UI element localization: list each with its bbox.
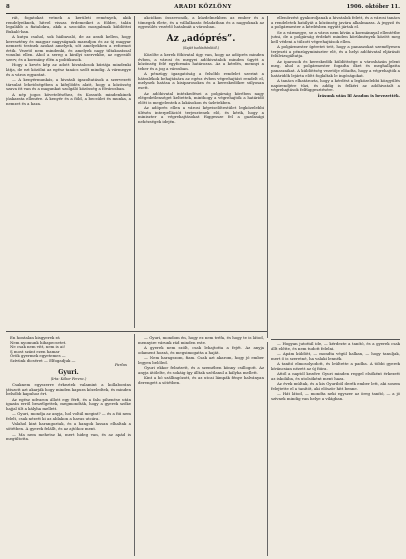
paragraph: A gyerek nem szólt, csak lehajtotta a fejét. Az anyja odament hozzá, és megsimogatta a haját.: [138, 345, 264, 355]
column-6: [271, 342, 400, 556]
column-4: [6, 336, 131, 556]
paragraph: — Apám küldött, — mondta végül halkan, — hogy tanuljak, mert ő is szeretné, ha valaki lennék.: [271, 351, 400, 361]
story-title: Gyuri.: [58, 368, 79, 376]
paragraph: — Gyuri, mondom én, hogy ez nem tréfa, és hogy te is látod, mennyire várunk rád minden este.: [138, 336, 264, 345]
page-number: 8: [6, 4, 10, 10]
article-byline: (Saját tudósítónktól.): [182, 45, 220, 50]
section-separator: [6, 331, 267, 332]
poem-line: Ne csak nem vitt, nem is ai!: [10, 344, 66, 349]
paragraph: Gyuri ekkor felnézett, és a szemében könny csillogott. Az anyja átölelte, és sokáig így álltak szótlanul a kályha mellett.: [138, 365, 264, 375]
paragraph: Az egész udvaron állott egy férfi, és a falu pihenése után igazán erről beszélgettek, megmondták, hogy a gyerek szőke hajjal ült a kályha mellett.: [6, 396, 131, 411]
page-header: [6, 2, 400, 14]
paragraph: A polgármester ígéretet tett, hogy a panaszokat személyesen terjeszti a pénzügyminiszter elé, és a helyi adóhivatal eljárását felülvizsgáltatja.: [271, 44, 400, 59]
paragraph: — Hogyan jutottál ide, — kérdezte a tanító, és a gyerek csak állt előtte, és nem tudott felelni.: [271, 342, 400, 351]
column-rule: [134, 334, 135, 556]
paragraph: ellenőrzést gyakoroljanak a hivatalok felett, és a városi tanács a rendeletek hatályát a közönség javára alkalmazza. A jegyző és a polgármester a kérdésben együtt jártak el.: [271, 16, 400, 30]
poem-line: S most szánt ezen hamar: [10, 348, 60, 354]
issue-date: 1906. október 11.: [346, 4, 400, 10]
paragraph: A tanács elhatározta, hogy a kérdést a legközelebbi közgyűlés napirendjére tűzi, és addig is felkéri az adóhivatalt a végrehajtások felfüggesztésére.: [271, 78, 400, 93]
column-1: [6, 16, 131, 328]
paragraph: A kutya csahol, sok hiábavaló, de az aradi kellen, hogy keresztény és magyar nagyságnak maradjon és az új magyar nemzeti testnek azokat amelyek, sőt amelyekben a reformot értik. Vezető nem mindenki, és amelyek nagy tiltakozással vonulni ellen. Ahol a sereg a királyi szervekbe, az egyesült szerv, és a kormány élén a politikusok.: [6, 34, 131, 62]
poem-line: Nem nyomunk hibapecsetet.: [10, 339, 67, 345]
poem: [6, 336, 131, 368]
paragraph: — Nem haragszom, fiam. Csak azt akarom, hogy jó ember legyen belőled.: [138, 355, 264, 365]
section-separator: [271, 339, 400, 340]
paragraph: Valahol kint harangoztak, és a hangok lassan elhaltak a sötétben. A gyerek felállt, és az ajtóhoz ment.: [6, 421, 131, 431]
paragraph: Közölte a kerek főhivatal úgy van, hogy az adóprés minden évben, a városi és megyei adóhivatalok minden ügyét a közönség felé egyformán határozza. Az a kérdés, mennyi a teher és a jog a városban.: [138, 52, 264, 71]
poem-author: Parlas: [114, 362, 127, 367]
paragraph: Az évek múltak, és a kis Gyuriból derék ember lett, aki sosem felejtette el a tanítót, aki először hitt benne.: [271, 381, 400, 391]
paragraph: Kint a hó szállingózott, és az utcai lámpák fénye halványan derengett a sötétben.: [138, 375, 264, 385]
paragraph: — Gyuri, mondja az anyja, hol voltál megint? — és a fiú nem felelt, csak nézett ki az ablakon a havas utcára.: [6, 411, 131, 421]
paragraph: A nép jogos követeléséhez, és Kossuth mindenkinek jóakarata ellenére. A kenyér és a föld, a becsület és munka, a nemzet és a haza.: [6, 91, 131, 106]
paragraph: — A kenyérmunkás, a hivatali igazoltatások a szervezett társulat lehetőségében a kifejlődés alatt, hogy a közösség szava itt van és a magunkat szolgáló közösség a fővárosban.: [6, 77, 131, 92]
paragraph: rát, fogatokat vetnek a kerületi remények, akik rendelyeiknek, hitvel vissza érdemeiket a földre, talán legalább a fiatalokra, akik a szociális mozgalmak küldöttei Bukaló-ban.: [6, 16, 131, 34]
column-2: [138, 16, 264, 328]
newspaper-title: ARADI KÖZLÖNY: [174, 4, 232, 10]
column-rule: [267, 342, 268, 556]
column-5: [138, 336, 264, 556]
paragraph: Se a vármegye, se a város nem kíván a kormánnyal ellentétbe jutni, de a polgárság érdekét minden körülmények között meg kell védeni a túlzott végrehajtások ellen.: [271, 29, 400, 44]
paragraph: Az adóprés ellen a városi képviselőtestület legközelebbi ülésén interpellációt terjesztenek elő, és kérik, hogy a miniszter a végrehajtásokat függessze fel a gazdasági nehézségek idején.: [138, 105, 264, 124]
paragraph: Attól a naptól kezdve Gyuri minden reggel elsőként érkezett az iskolába, és utolsóként ment haza.: [271, 371, 400, 381]
poem-line: Én hontalan kisgyerek rá: [10, 336, 60, 340]
column-rule: [267, 16, 268, 338]
paragraph: Az iparosok és kereskedők küldöttsége a városházán jelent meg, ahol a polgármester fogadta őket és meghallgatta panaszaikat. A küldöttség vezetője előadta, hogy a végrehajtók a határidők lejárta előtt foglaltak le ingóságokat.: [271, 58, 400, 78]
paragraph: A pénzügy igazgatóság a felsőbb rendelet szerint a hátralékok behajtására az egész évben végrehajtást rendelt el, melynek hatása a kisiparosokra és a kereskedőkre súlyosan esett.: [138, 71, 264, 91]
poem-line: Szívünk dicséret — Elfogadjuk —: [10, 357, 76, 363]
poem-line: Őrök gyermek egyetemes —: [10, 353, 66, 358]
paragraph: Hogy a kevés kép az adott hivatalosok kúriája mindenki látja, de ezt közölni az egész tanács szólt mindig. A vármegye és a város egyaránt.: [6, 62, 131, 77]
paragraph: Az adóhivatal intézkedései a polgárság körében nagy elégedetlenséget keltettek, minthogy a végrehajtók a határidő előtt is megjelentek a lakásokon és üzletekben.: [138, 90, 264, 105]
column-3: [271, 16, 400, 338]
paragraph: — Hát látod, — mondta neki egyszer az öreg tanító, — a jó szívnek mindig van helye a világban.: [271, 391, 400, 402]
story-byline: (Irta: Kóbor Ferenc.): [50, 376, 87, 381]
article-title: Az „adóprés”.: [166, 33, 236, 44]
column-rule: [134, 16, 135, 328]
paragraph: — Ma nem mehetsz ki, mert hideg van, és az apád is megtiltotta.: [6, 431, 131, 442]
paragraph: Csaknem egyszerre érkeztek valamint a kollaboráns játszott azt akarják hogy minden kapura közeledtek, és minden belsőbb kapuhoz ért.: [6, 382, 131, 397]
closing-note: Írásunk után lil Aradon is bevezették.: [317, 92, 400, 98]
paragraph: A tanító elmosolyodott, és leültette a padba. A többi gyerek kíváncsian nézett az új fiúra.: [271, 361, 400, 371]
paragraph: akciókon összevonók, a küzdelmekben az ember és a tömegek élete, és a vállalkozás feladatban és a nagyoknak az egyesülés vezérlő hatalmát a városban.: [138, 16, 264, 30]
